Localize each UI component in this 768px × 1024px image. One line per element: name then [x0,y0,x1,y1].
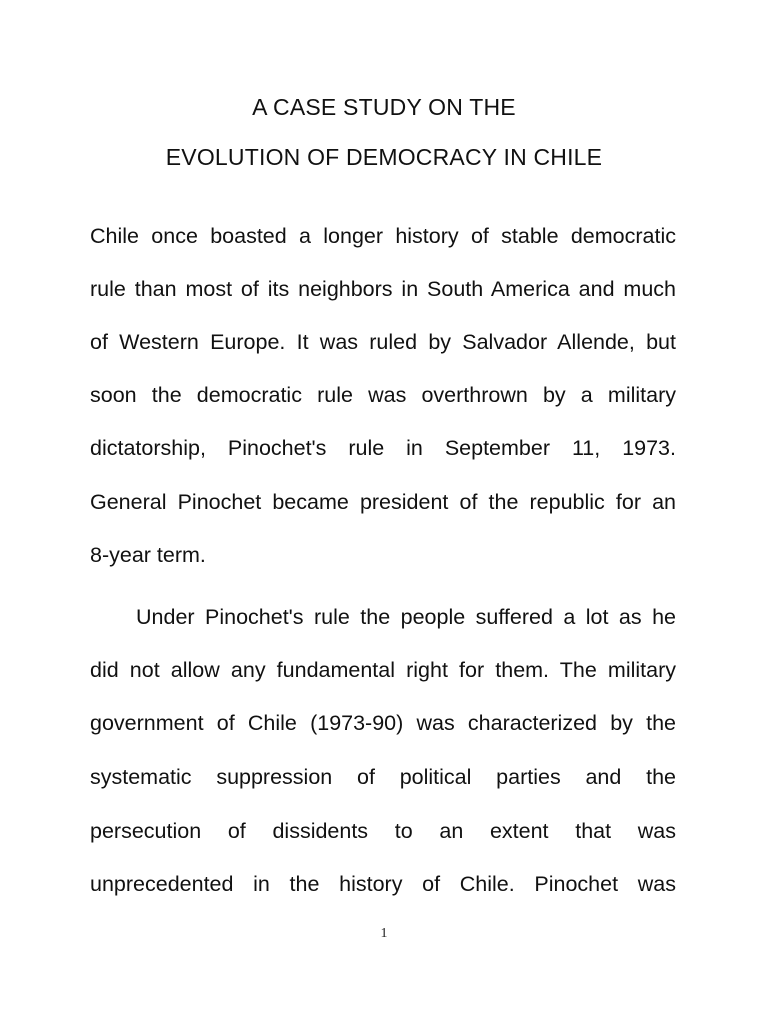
paragraph-2-line-6: unprecedented in the history of Chile. Pinochet was [90,872,676,896]
paragraph-1-line-3: of Western Europe. It was ruled by Salvador Allende, but [90,330,676,354]
paragraph-2-line-1: Under Pinochet's rule the people suffered a lot as he [136,605,676,629]
paragraph-1-line-2: rule than most of its neighbors in South America and much [90,277,676,301]
paragraph-2-line-3: government of Chile (1973-90) was characterized by the [90,711,676,735]
title-line-2: EVOLUTION OF DEMOCRACY IN CHILE [165,144,603,170]
page-number: 1 [380,926,388,941]
paragraph-2-line-5: persecution of dissidents to an extent that was [90,819,676,843]
paragraph-1-line-5: dictatorship, Pinochet's rule in September 11, 1973. [90,436,676,460]
paragraph-1-line-1: Chile once boasted a longer history of stable democratic [90,224,676,248]
paragraph-1-line-6: General Pinochet became president of the republic for an [90,490,676,514]
paragraph-1-line-4: soon the democratic rule was overthrown by a military [90,383,676,407]
title-line-1: A CASE STUDY ON THE [252,94,516,120]
paragraph-1-line-7: 8-year term. [90,543,206,567]
paragraph-2-line-2: did not allow any fundamental right for them. The military [90,658,676,682]
paragraph-2-line-4: systematic suppression of political parties and the [90,765,676,789]
